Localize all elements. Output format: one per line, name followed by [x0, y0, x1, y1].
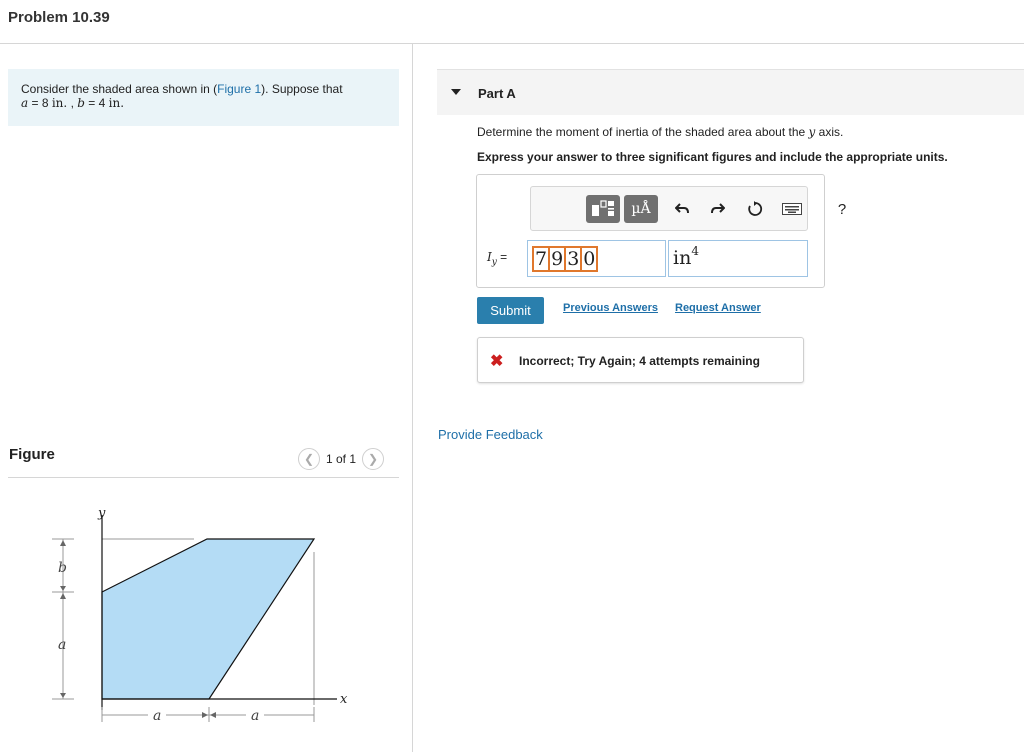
arrow-down-a [60, 693, 66, 698]
question-text-main: Determine the moment of inertia of the shaded area about the [477, 125, 809, 139]
problem-statement [8, 69, 399, 126]
problem-title: Problem 10.39 [8, 9, 110, 26]
help-icon[interactable]: ? [837, 200, 847, 218]
value-input[interactable] [527, 240, 666, 277]
eq-a: = 8 [28, 96, 52, 110]
undo-glyph [675, 203, 689, 215]
templates-icon[interactable] [586, 195, 620, 223]
redo-icon[interactable] [707, 198, 729, 220]
answer-eq: = [496, 250, 508, 264]
answer-instruction: Express your answer to three significant figures and include the appropriate units. [477, 150, 948, 164]
answer-var: I [487, 250, 492, 264]
unit-exponent: 4 [691, 244, 699, 258]
value-digit: 7 [532, 246, 550, 272]
answer-label [487, 250, 507, 267]
column-divider [412, 43, 413, 752]
unit-value [673, 244, 699, 269]
arrow-up-b [60, 540, 66, 546]
var-a: a [21, 96, 29, 110]
submit-button[interactable]: Submit [477, 297, 544, 324]
figure-pager [298, 448, 384, 470]
figure-title: Figure [9, 446, 55, 463]
reset-glyph [747, 201, 763, 217]
question-text-end: axis. [815, 125, 844, 139]
value-digit: 3 [564, 246, 582, 272]
unit-a: in. [51, 96, 68, 110]
eq-b: = 4 [84, 96, 109, 110]
request-answer-link[interactable]: Request Answer [675, 302, 761, 314]
shaded-area [102, 539, 314, 699]
units-icon[interactable]: µÅ [624, 195, 658, 223]
undo-icon[interactable] [671, 198, 693, 220]
var-b: b [77, 96, 85, 110]
keyboard-icon[interactable] [781, 198, 803, 220]
question-text [477, 125, 843, 139]
math-toolbar [530, 186, 847, 231]
unit-b: in. [108, 96, 125, 110]
arrow-right-a1 [202, 712, 208, 718]
header-divider [0, 43, 1024, 44]
keyboard-glyph [782, 203, 802, 215]
dim-label-a-left: a [58, 637, 67, 653]
feedback-message: Incorrect; Try Again; 4 attempts remaining [519, 354, 760, 368]
figure-link[interactable]: Figure 1 [217, 82, 262, 96]
problem-line-1 [21, 82, 387, 96]
feedback-panel [477, 337, 804, 383]
figure-divider [8, 477, 399, 478]
chevron-left-icon[interactable]: ❮ [298, 448, 320, 470]
problem-text-before: Consider the shaded area shown in ( [21, 82, 218, 96]
redo-glyph [711, 203, 725, 215]
y-axis-label: y [98, 506, 106, 521]
dim-label-a-bottom-2: a [251, 708, 260, 724]
chevron-right-icon[interactable]: ❯ [362, 448, 384, 470]
figure-diagram [40, 500, 360, 730]
part-a-label: Part A [478, 86, 516, 101]
problem-line-2 [21, 96, 387, 110]
dim-label-b: b [58, 560, 67, 576]
question-var: y [808, 125, 816, 139]
arrow-left-a2 [210, 712, 216, 718]
value-digits [532, 246, 596, 272]
previous-answers-link[interactable]: Previous Answers [563, 302, 658, 314]
x-axis-label: x [340, 692, 348, 707]
arrow-down-b [60, 586, 66, 591]
value-digit: 9 [548, 246, 566, 272]
provide-feedback-link[interactable]: Provide Feedback [438, 427, 543, 442]
templates-glyph [590, 199, 616, 219]
answer-box [476, 174, 847, 288]
unit-base: in [673, 247, 692, 269]
unit-input[interactable] [668, 240, 808, 277]
close-x-icon: ✖ [490, 353, 504, 370]
collapse-triangle-icon[interactable] [451, 89, 461, 95]
dim-label-a-bottom-1: a [153, 708, 162, 724]
separator: , [67, 96, 78, 110]
answer-sub: y [491, 257, 497, 268]
arrow-up-a [60, 593, 66, 599]
problem-text-after: ). Suppose that [261, 82, 343, 96]
part-a-header[interactable] [437, 69, 1024, 115]
value-digit: 0 [580, 246, 598, 272]
page-indicator: 1 of 1 [326, 452, 357, 466]
reset-icon[interactable] [744, 198, 766, 220]
